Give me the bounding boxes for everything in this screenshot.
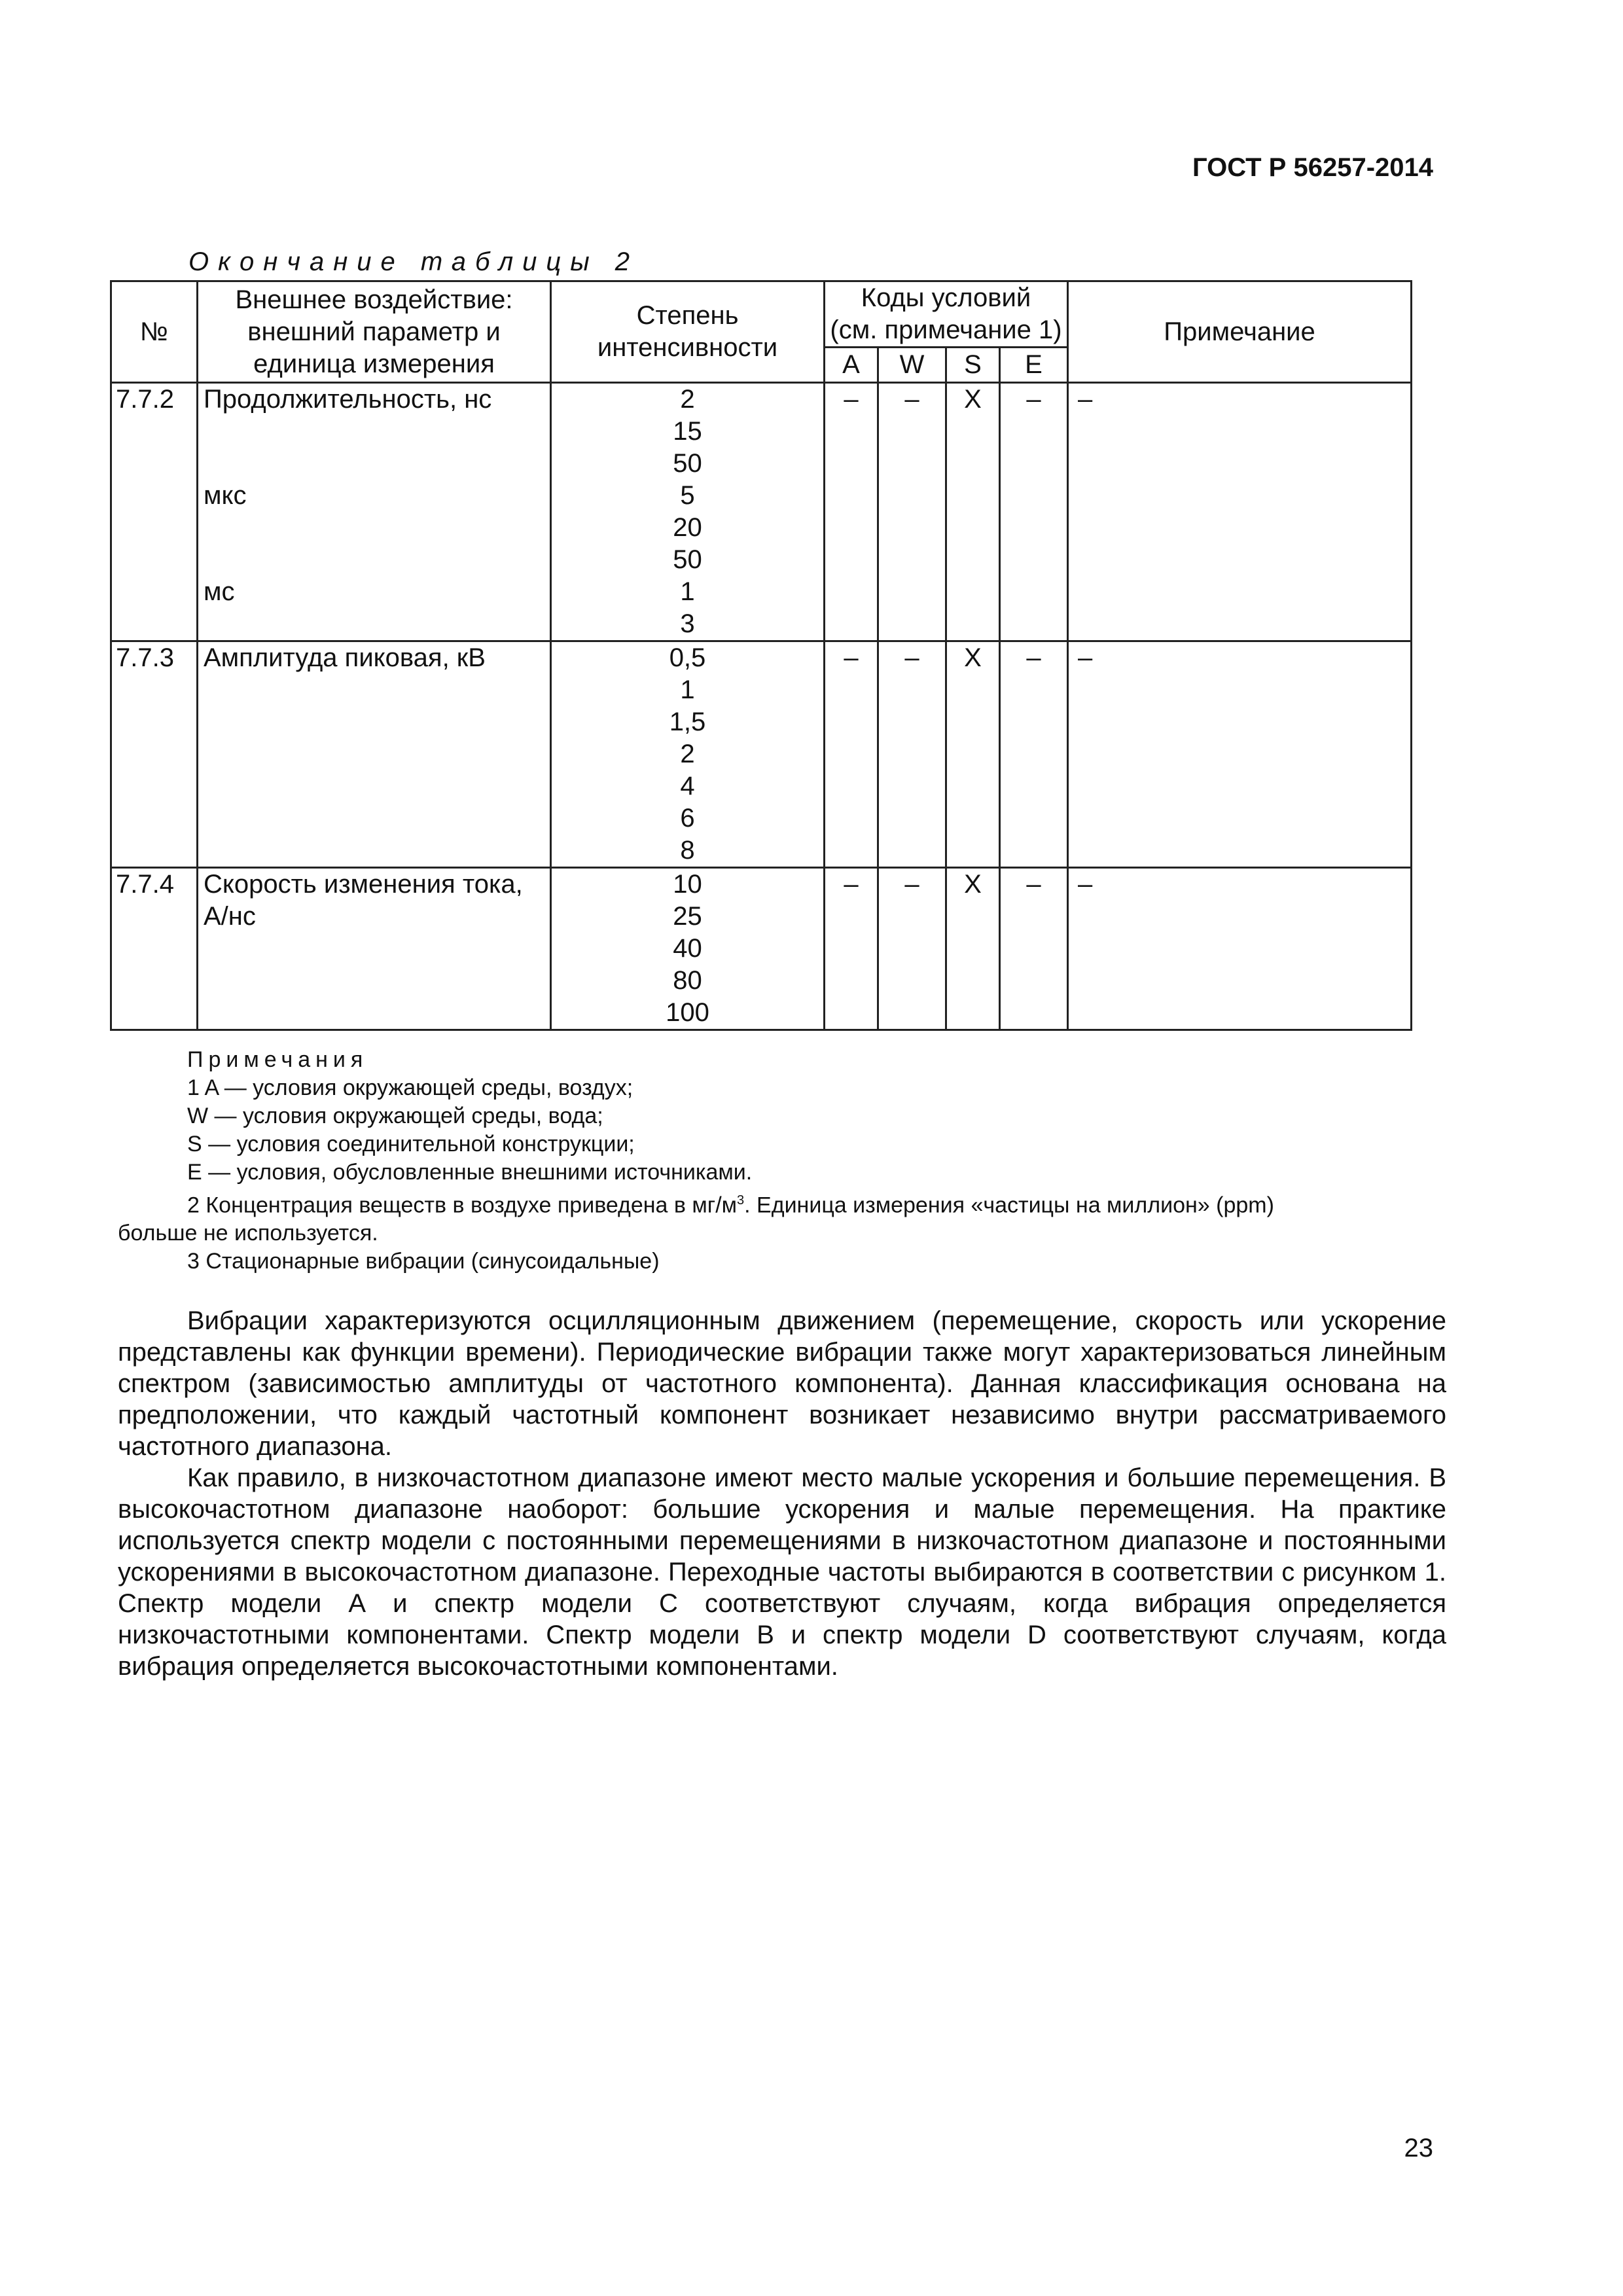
code-e-value: – (1000, 868, 1068, 1030)
header-number: № (111, 281, 198, 383)
note-2-line (118, 1187, 1441, 1219)
degree-value: 20 (673, 513, 702, 542)
note-1-a: 1 A — условия окружающей среды, воздух; (187, 1075, 633, 1100)
degree-value: 4 (680, 772, 695, 800)
note-2-superscript: 3 (737, 1193, 745, 1208)
degree-value: 3 (680, 609, 695, 638)
degree-value: 50 (673, 545, 702, 574)
row-degrees (551, 641, 825, 868)
parameter-line: мс (204, 577, 235, 606)
code-s-value: X (946, 641, 1000, 868)
degree-value: 10 (673, 870, 702, 899)
degree-value: 40 (673, 934, 702, 963)
table-row (111, 868, 1412, 1030)
header-parameter-line: Внешнее воздействие: (235, 285, 513, 314)
code-e-value: – (1000, 383, 1068, 641)
header-parameter-line: единица измерения (253, 349, 495, 378)
parameter-line: Амплитуда пиковая, кВ (204, 643, 486, 672)
code-a-value: – (825, 641, 878, 868)
header-codes-line: Коды условий (861, 283, 1031, 312)
parameter-line (204, 608, 550, 640)
row-parameter (198, 641, 551, 868)
degree-value: 1 (680, 577, 695, 606)
row-parameter (198, 868, 551, 1030)
header-codes-line: (см. примечание 1) (830, 315, 1062, 344)
degree-value: 25 (673, 902, 702, 931)
code-w-value: – (878, 868, 946, 1030)
degree-value: 100 (666, 998, 709, 1027)
degree-value: 1 (680, 675, 695, 704)
degree-value: 6 (680, 804, 695, 833)
degree-value: 2 (680, 740, 695, 768)
degree-value: 1,5 (669, 708, 706, 736)
parameter-line (204, 544, 550, 576)
header-codes (825, 281, 1068, 348)
code-e-value: – (1000, 641, 1068, 868)
table-notes (118, 1046, 1441, 1276)
degree-value: 5 (680, 481, 695, 510)
paragraph-1: Вибрации характеризуются осцилляционным движением (перемещение, скорость или ускорение представлены как функции времени). Периодические вибрации также могут характеризоваться линейным спектром (зависимостью амплитуды от частотного компонента). Данная классификация основана на предположении, что каждый частотный компонент возникает независимо внутри рассматриваемого частотного диапазона. (118, 1306, 1446, 1461)
header-degree (551, 281, 825, 383)
header-degree-line: Степень (636, 301, 739, 330)
table-caption: Окончание таблицы 2 (188, 247, 639, 276)
row-parameter (198, 383, 551, 641)
row-degrees (551, 383, 825, 641)
conditions-table (110, 280, 1412, 1031)
row-degrees (551, 868, 825, 1030)
body-text (118, 1305, 1446, 1682)
degree-value: 2 (680, 385, 695, 414)
degree-value: 8 (680, 836, 695, 865)
degree-value: 0,5 (669, 643, 706, 672)
parameter-line (204, 512, 550, 544)
parameter-line (204, 416, 550, 448)
header-code-a: A (825, 348, 878, 383)
row-number: 7.7.4 (111, 868, 198, 1030)
note-1-e: E — условия, обусловленные внешними источниками. (187, 1160, 753, 1185)
notes-title: Примечания (187, 1047, 368, 1072)
code-s-value: X (946, 383, 1000, 641)
header-note: Примечание (1068, 281, 1412, 383)
note-3: 3 Стационарные вибрации (синусоидальные) (187, 1249, 660, 1274)
note-2-text (187, 1187, 1274, 1219)
note-1-w: W — условия окружающей среды, вода; (187, 1103, 603, 1128)
note-2-continuation: больше не используется. (118, 1221, 378, 1246)
header-parameter (198, 281, 551, 383)
header-code-w: W (878, 348, 946, 383)
header-code-s: S (946, 348, 1000, 383)
table-row (111, 641, 1412, 868)
row-number: 7.7.3 (111, 641, 198, 868)
code-a-value: – (825, 868, 878, 1030)
note-1-s: S — условия соединительной конструкции; (187, 1132, 635, 1157)
parameter-line (204, 448, 550, 480)
paragraph-2: Как правило, в низкочастотном диапазоне имеют место малые ускорения и большие перемещения. В высокочастотном диапазоне наоборот: большие ускорения и малые перемещения. На практике используется спектр модели с постоянными перемещениями в низкочастотном диапазоне и постоянными ускорениями в высокочастотном диапазоне. Переходные частоты выбираются в соответствии с рисунком 1. Спектр модели А и спектр модели С соответствуют случаям, когда вибрация определяется низкочастотными компонентами. Спектр модели В и спектр модели D соответствуют случаям, когда вибрация определяется высокочастотными компонентами. (118, 1463, 1446, 1681)
parameter-line: мкс (204, 481, 247, 510)
parameter-line: Скорость изменения тока, (204, 870, 523, 899)
row-note: – (1068, 383, 1412, 641)
code-w-value: – (878, 641, 946, 868)
note-2-part-b: . Единица измерения «частицы на миллион» (ppm) (744, 1193, 1274, 1218)
header-parameter-line: внешний параметр и (247, 317, 501, 346)
degree-value: 50 (673, 449, 702, 478)
header-code-e: E (1000, 348, 1068, 383)
page-number: 23 (1404, 2134, 1433, 2162)
code-w-value: – (878, 383, 946, 641)
table-row (111, 383, 1412, 641)
header-degree-line: интенсивности (597, 333, 778, 362)
parameter-line: А/нс (204, 902, 256, 931)
row-note: – (1068, 641, 1412, 868)
degree-value: 80 (673, 966, 702, 995)
document-code: ГОСТ Р 56257-2014 (1192, 153, 1433, 182)
parameter-line: Продолжительность, нс (204, 385, 492, 414)
code-s-value: X (946, 868, 1000, 1030)
code-a-value: – (825, 383, 878, 641)
degree-value: 15 (673, 417, 702, 446)
row-note: – (1068, 868, 1412, 1030)
row-number: 7.7.2 (111, 383, 198, 641)
note-2-part-a: 2 Концентрация веществ в воздухе приведена в мг/м (187, 1193, 738, 1218)
